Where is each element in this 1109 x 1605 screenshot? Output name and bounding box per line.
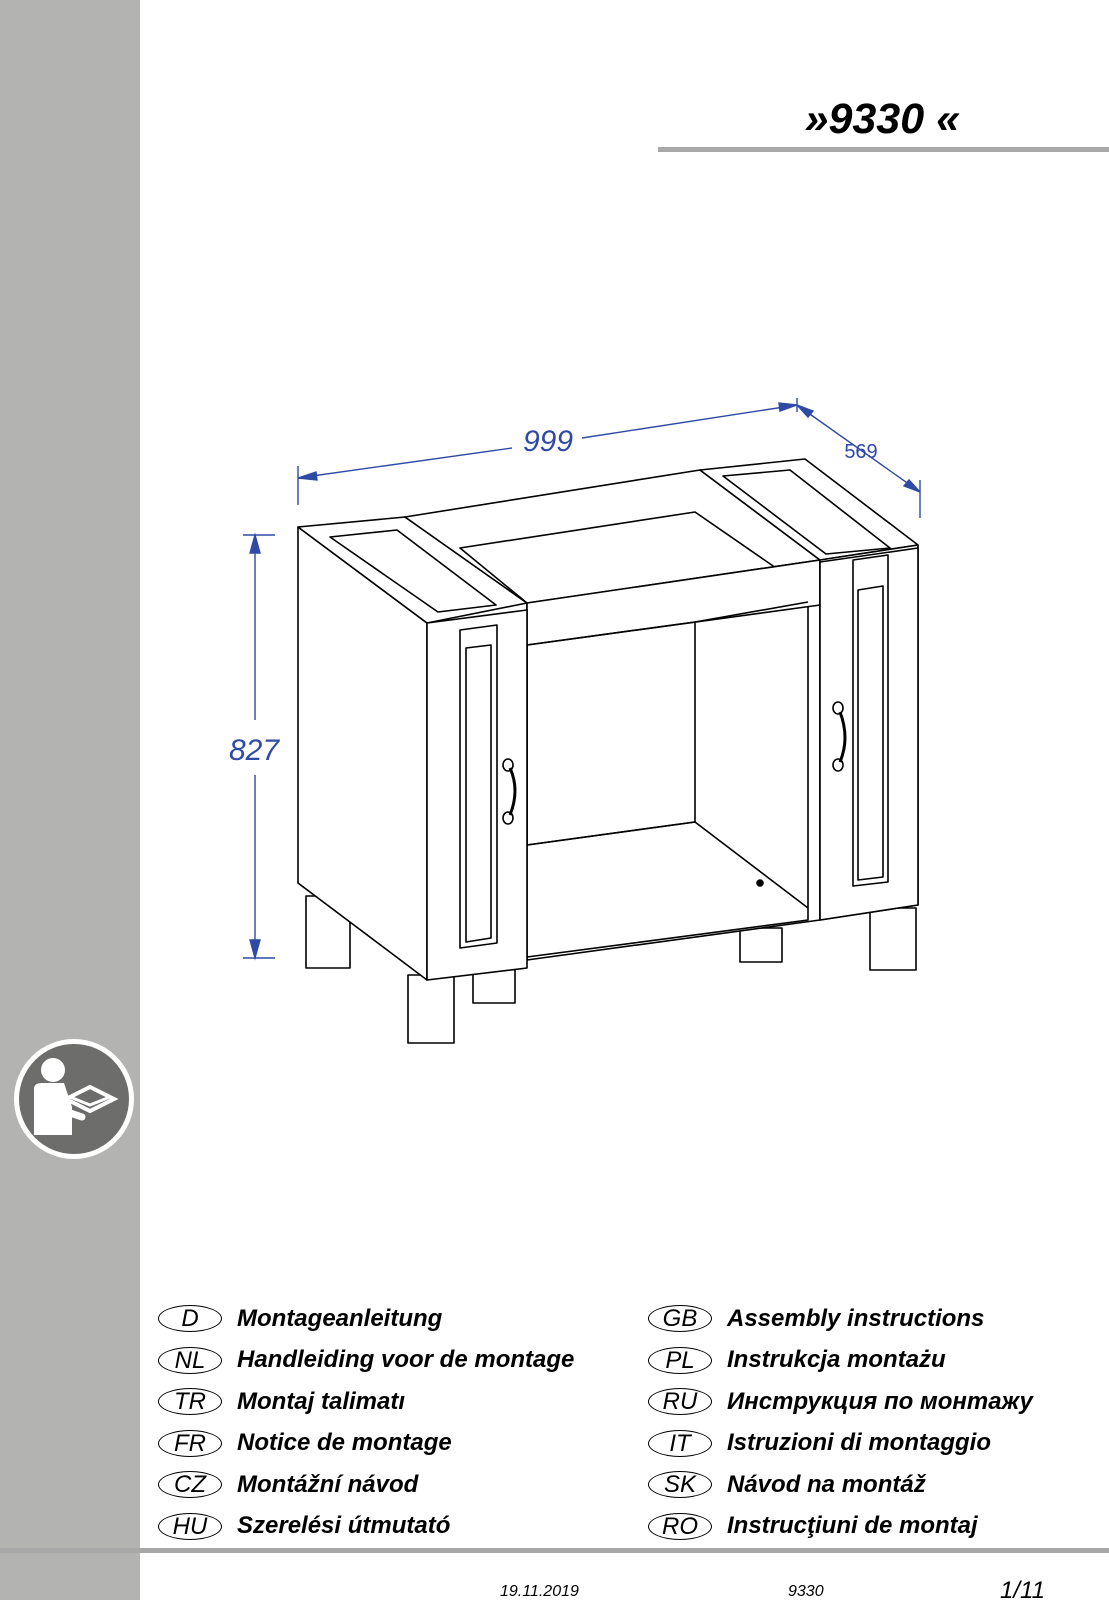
language-item — [158, 1298, 574, 1340]
read-instructions-icon — [12, 1037, 136, 1161]
language-title: Notice de montage — [237, 1429, 452, 1457]
language-code-badge: GB — [648, 1305, 712, 1332]
language-code-badge: CZ — [158, 1471, 222, 1498]
language-item — [158, 1381, 574, 1423]
height-dimension-label: 827 — [228, 734, 280, 767]
leg — [408, 975, 454, 1043]
language-item — [158, 1464, 574, 1506]
leg — [740, 928, 782, 962]
language-title: Szerelési útmutató — [237, 1512, 451, 1540]
language-title: Инструкция по монтажу — [727, 1387, 1033, 1415]
language-code-badge: PL — [648, 1347, 712, 1374]
language-code-badge: D — [158, 1305, 222, 1332]
language-item — [648, 1298, 1033, 1340]
language-title: Montageanleitung — [237, 1304, 443, 1332]
language-item — [158, 1423, 574, 1465]
language-title: Montaj talimatı — [237, 1387, 406, 1415]
language-item — [158, 1340, 574, 1382]
language-title: Istruzioni di montaggio — [727, 1429, 991, 1457]
language-code-badge: RO — [648, 1513, 712, 1540]
language-item — [648, 1340, 1033, 1382]
page-number: 1/11 — [1000, 1577, 1045, 1604]
language-title: Assembly instructions — [727, 1304, 985, 1332]
language-code-badge: SK — [648, 1471, 712, 1498]
language-code-badge: NL — [158, 1347, 222, 1374]
language-item — [158, 1506, 574, 1548]
language-item — [648, 1464, 1033, 1506]
language-code-badge: RU — [648, 1388, 712, 1415]
language-item — [648, 1423, 1033, 1465]
language-code-badge: FR — [158, 1430, 222, 1457]
language-title: Handleiding voor de montage — [237, 1346, 575, 1374]
title-divider — [658, 147, 1109, 152]
language-list-right — [648, 1298, 1033, 1547]
language-code-badge: TR — [158, 1388, 222, 1415]
language-item — [648, 1506, 1033, 1548]
language-title: Instrucţiuni de montaj — [727, 1512, 978, 1540]
language-title: Návod na montáž — [727, 1470, 926, 1498]
width-dimension-label: 999 — [522, 425, 574, 458]
language-title: Montážní návod — [237, 1470, 419, 1498]
document-title: »9330 « — [804, 95, 960, 143]
left-sidebar — [0, 0, 140, 1600]
leg — [870, 908, 916, 970]
language-item — [648, 1381, 1033, 1423]
language-code-badge: IT — [648, 1430, 712, 1457]
cabinet-drawing — [140, 380, 1109, 1080]
depth-dimension-label: 569 — [844, 441, 878, 463]
language-list-left — [158, 1298, 574, 1547]
footer-divider — [0, 1548, 1109, 1553]
language-title: Instrukcja montażu — [727, 1346, 946, 1374]
footer-date: 19.11.2019 — [500, 1583, 579, 1600]
language-code-badge: HU — [158, 1513, 222, 1540]
footer-product-code: 9330 — [788, 1583, 824, 1600]
